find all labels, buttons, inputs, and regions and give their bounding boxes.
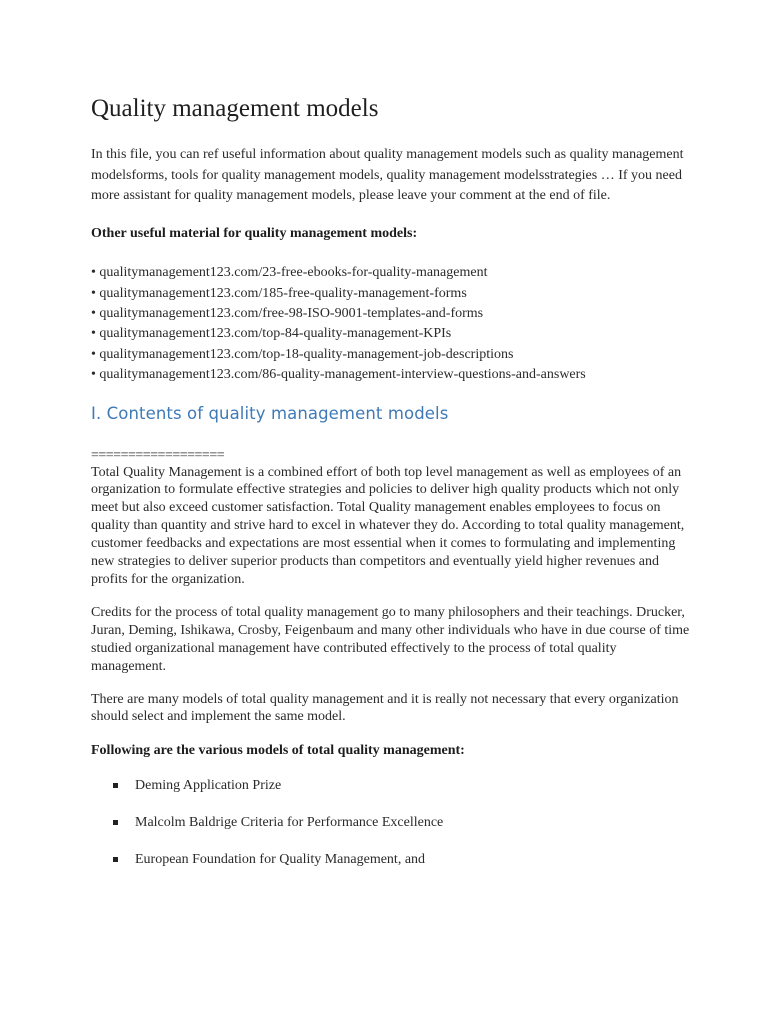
model-name: Malcolm Baldrige Criteria for Performance Excellence (135, 815, 444, 831)
other-material-heading: Other useful material for quality management models: (91, 226, 418, 242)
body-paragraph: There are many models of total quality management and it is really not necessary that every organization should select and implement the same model. (91, 691, 679, 725)
models-heading: Following are the various models of total quality management: (91, 743, 465, 759)
resource-link[interactable]: • qualitymanagement123.com/top-18-quality-management-job-descriptions (91, 346, 514, 362)
resource-link[interactable]: • qualitymanagement123.com/23-free-ebooks-for-quality-management (91, 265, 488, 281)
square-bullet-icon (113, 783, 118, 788)
body-paragraph: Credits for the process of total quality management go to many philosophers and their teachings. Drucker, Juran, Deming, Ishikawa, Crosby, Feigenbaum and many other individuals who have in due course of time studied organizational management have contributed effectively to the process of total quality management. (91, 604, 690, 674)
intro-paragraph: In this file, you can ref useful information about quality management models such as quality management modelsforms, tools for quality management models, quality management modelsstrategies … If you need more assistant for quality management models, please leave your comment at the end of file. (91, 147, 684, 204)
model-list (113, 777, 691, 869)
model-name: Deming Application Prize (135, 778, 282, 794)
text-divider: ================== (91, 447, 225, 463)
document-title: Quality management models (91, 95, 379, 122)
resource-link[interactable]: • qualitymanagement123.com/86-quality-management-interview-questions-and-answers (91, 367, 586, 383)
body-paragraph: Total Quality Management is a combined effort of both top level management as well as employees of an organization to formulate effective strategies and policies to deliver high quality products which not only meet but also exceed customer satisfaction. Total Quality management enables employees to focus on quality than quantity and strive hard to excel in whatever they do. According to total quality management, customer feedbacks and expectations are most essential when it comes to formulating and implementing new strategies to deliver superior products than competitors and eventually yield higher revenues and profits for the organization. (91, 464, 685, 587)
list-item (113, 851, 691, 869)
square-bullet-icon (113, 820, 118, 825)
section-heading: I. Contents of quality management models (91, 403, 449, 423)
list-item (113, 777, 691, 795)
resource-link[interactable]: • qualitymanagement123.com/185-free-quality-management-forms (91, 285, 467, 301)
model-name: European Foundation for Quality Management, and (135, 852, 426, 868)
square-bullet-icon (113, 857, 118, 862)
document-page (91, 92, 691, 869)
resource-link[interactable]: • qualitymanagement123.com/free-98-ISO-9001-templates-and-forms (91, 305, 484, 321)
list-item (113, 814, 691, 832)
resource-link[interactable]: • qualitymanagement123.com/top-84-quality-management-KPIs (91, 326, 452, 342)
resource-link-list (91, 263, 691, 385)
